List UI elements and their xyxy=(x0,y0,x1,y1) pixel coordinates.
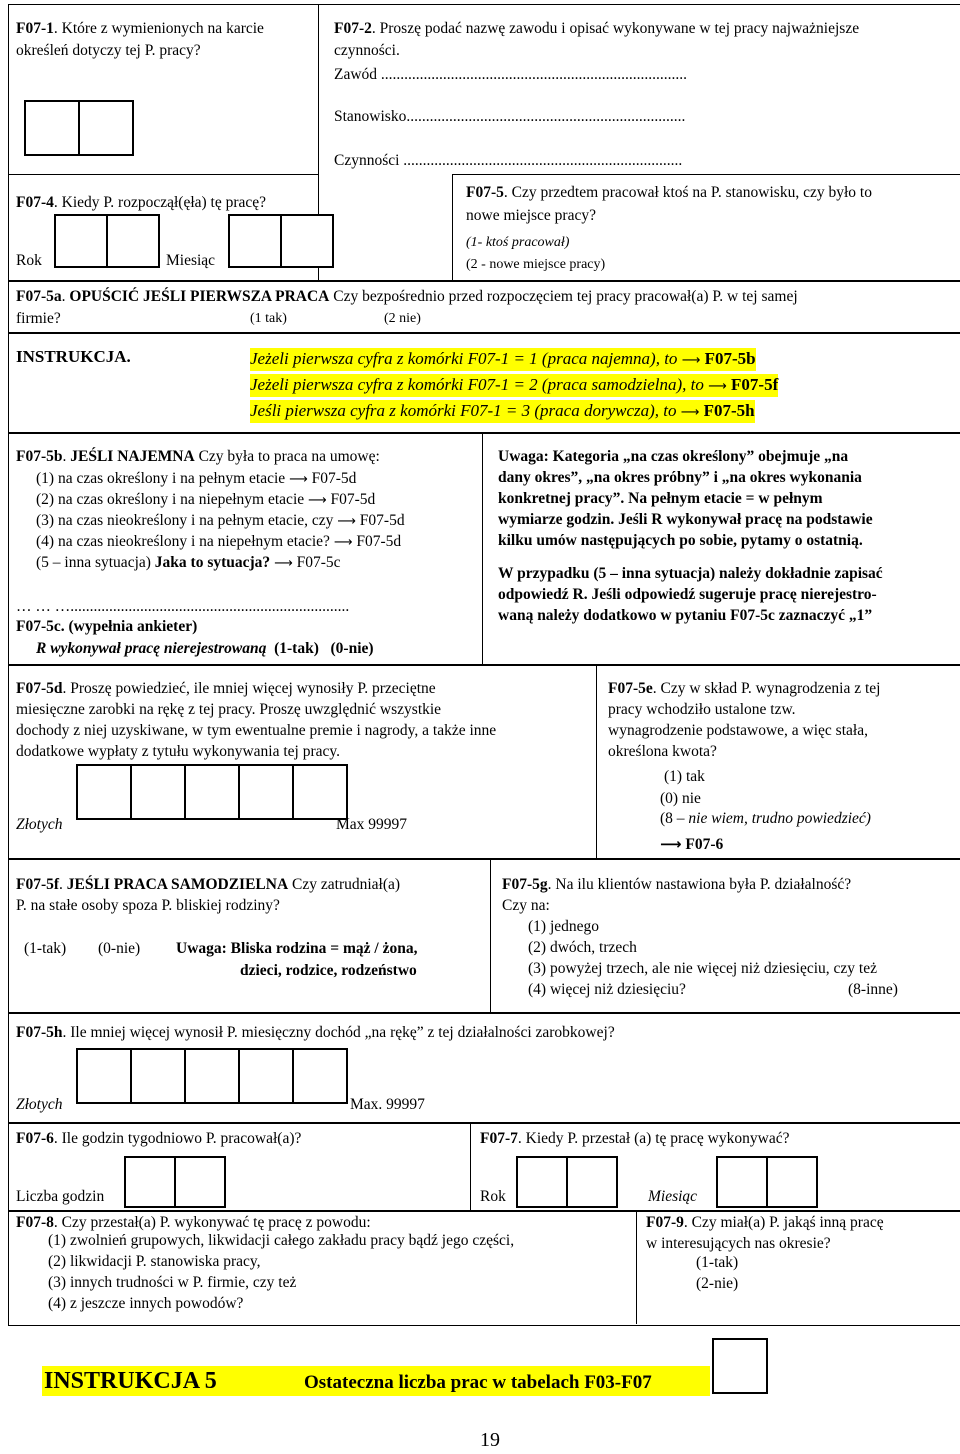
f07-2-question: F07-2. Proszę podać nazwę zawodu i opisać wykonywane w tej pracy najważniejsze xyxy=(334,20,860,37)
f07-5a-question-l2: firmie? xyxy=(16,310,61,327)
f07-1-answer-cell-1[interactable] xyxy=(24,100,80,156)
f07-6-hours-cell-1[interactable] xyxy=(124,1156,176,1208)
f07-4-rok-cell-1[interactable] xyxy=(54,214,108,268)
f07-5h-max-label: Max. 99997 xyxy=(350,1096,425,1113)
f07-1-question-l2: określeń dotyczy tej P. pracy? xyxy=(16,42,201,59)
f07-4-miesiac-cell-2[interactable] xyxy=(280,214,334,268)
f07-7-miesiac-label: Miesiąc xyxy=(648,1188,698,1205)
f07-5e-option-nie-wiem[interactable]: (8 – nie wiem, trudno powiedzieć) xyxy=(660,810,871,827)
f07-5-question: F07-5. Czy przedtem pracował ktoś na P. stanowisku, czy było to xyxy=(466,184,872,201)
f07-4-miesiac-label: Miesiąc xyxy=(166,252,216,269)
f07-2-czynnosci-field[interactable]: Czynności ........................................................................ xyxy=(334,152,683,169)
f07-5f-option-tak[interactable]: (1-tak) xyxy=(24,940,67,957)
frame-8-divider xyxy=(636,1210,637,1324)
f07-5f-uwaga-l1: Uwaga: Bliska rodzina = mąż / żona, xyxy=(176,940,418,957)
frame-5d-divider xyxy=(596,664,597,858)
f07-5d-digit-cell-4[interactable] xyxy=(238,764,294,820)
f07-5h-unit-label: Złotych xyxy=(16,1096,63,1113)
f07-5b-option-5[interactable]: (5 – inna sytuacja) Jaka to sytuacja? ⟶ F07-5c xyxy=(36,554,341,571)
f07-7-miesiac-cell-1[interactable] xyxy=(716,1156,768,1208)
f07-4-rok-label: Rok xyxy=(16,252,42,269)
f07-5b-question: F07-5b. JEŚLI NAJEMNA Czy była to praca na umowę: xyxy=(16,448,380,465)
f07-5g-options xyxy=(528,916,877,1000)
f07-5h-question: F07-5h. Ile mniej więcej wynosił P. miesięczny dochód „na rękę” z tej działalności zarobkowej? xyxy=(16,1024,615,1041)
f07-5d-digit-cell-2[interactable] xyxy=(130,764,186,820)
f07-5a-question: F07-5a. OPUŚCIĆ JEŚLI PIERWSZA PRACA Czy bezpośrednio przed rozpoczęciem tej pracy pracował(a) P. w tej samej xyxy=(16,288,798,305)
f07-8-question: F07-8. Czy przestał(a) P. wykonywać tę pracę z powodu: xyxy=(16,1214,371,1231)
frame-5f-divider xyxy=(490,858,491,1012)
f07-6-question: F07-6. Ile godzin tygodniowo P. pracował(a)? xyxy=(16,1130,302,1147)
f07-2-question-l2: czynności. xyxy=(334,42,400,59)
frame-top-h xyxy=(8,174,318,175)
f07-5h-digit-cell-2[interactable] xyxy=(130,1048,186,1104)
f07-5h-digit-cell-5[interactable] xyxy=(292,1048,348,1104)
f07-5c-option-tak[interactable]: (1-tak) xyxy=(274,640,319,657)
instrukcja-line-3: Jeśli pierwsza cyfra z komórki F07-1 = 3 (praca dorywcza), to ⟶ F07-5h xyxy=(250,400,755,423)
f07-8-option-4[interactable]: (4) z jeszcze innych powodów? xyxy=(48,1295,244,1312)
instrukcja-5-count-cell-1[interactable] xyxy=(712,1338,768,1394)
f07-5b-option-3[interactable]: (3) na czas nieokreślony i na pełnym etacie, czy ⟶ F07-5d xyxy=(36,512,405,529)
instrukcja-5-subtitle: Ostateczna liczba prac w tabelach F03-F07 xyxy=(304,1372,652,1393)
f07-7-rok-cell-1[interactable] xyxy=(516,1156,568,1208)
f07-6-unit-label: Liczba godzin xyxy=(16,1188,105,1205)
f07-5g-option-2[interactable]: (2) dwóch, trzech xyxy=(528,939,637,956)
f07-5-question-l2: nowe miejsce pracy? xyxy=(466,207,596,224)
f07-9-question: F07-9. Czy miał(a) P. jakąś inną pracę w interesujących nas okresie? xyxy=(646,1214,884,1252)
f07-2-zawod-field[interactable]: Zawód ............................................................................... xyxy=(334,66,688,83)
f07-4-question: F07-4. Kiedy P. rozpoczął(ęła) tę pracę? xyxy=(16,194,267,211)
f07-7-question: F07-7. Kiedy P. przestał (a) tę pracę wykonywać? xyxy=(480,1130,790,1147)
frame-top-v2 xyxy=(452,174,453,280)
f07-5h-digit-cell-4[interactable] xyxy=(238,1048,294,1104)
f07-8-option-3[interactable]: (3) innych trudności w P. firmie, czy też xyxy=(48,1274,297,1291)
f07-5d-question: F07-5d. Proszę powiedzieć, ile mniej więcej wynosiły P. przeciętne miesięczne zarobki na rękę z tej pracy. Proszę uwzględnić wszystkie dochody z niej uzyskiwane, w tym ewentualne premie i nagrody, a także inne dodatkowe wypłaty z tytułu wykonywania tej pracy. xyxy=(16,680,497,760)
f07-5d-digit-cell-5[interactable] xyxy=(292,764,348,820)
f07-5g-option-4[interactable]: (4) więcej niż dziesięciu? xyxy=(528,981,686,998)
instrukcja-line-1: Jeżeli pierwsza cyfra z komórki F07-1 = 1 (praca najemna), to ⟶ F07-5b xyxy=(250,348,756,371)
f07-5b-option-1[interactable]: (1) na czas określony i na pełnym etacie ⟶ F07-5d xyxy=(36,470,357,487)
f07-5g-option-3[interactable]: (3) powyżej trzech, ale nie więcej niż dziesięciu, czy też xyxy=(528,960,877,977)
f07-5a-option-nie[interactable]: (2 nie) xyxy=(384,311,421,326)
f07-5b-other-field[interactable]: … … …........................................................................ xyxy=(16,598,350,615)
f07-8-options xyxy=(48,1230,514,1314)
f07-5b-option-4[interactable]: (4) na czas nieokreślony i na niepełnym etacie? ⟶ F07-5d xyxy=(36,533,402,550)
f07-5g-option-8[interactable]: (8-inne) xyxy=(848,981,898,998)
f07-9-option-tak[interactable]: (1-tak) xyxy=(696,1254,739,1271)
f07-5e-option-tak[interactable]: (1) tak xyxy=(664,768,705,785)
f07-5f-question: F07-5f. JEŚLI PRACA SAMODZIELNA Czy zatrudniał(a) P. na stałe osoby spoza P. bliskiej rodziny? xyxy=(16,876,401,914)
f07-4-miesiac-cell-1[interactable] xyxy=(228,214,282,268)
f07-1-question: F07-1. Które z wymienionych na karcie xyxy=(16,20,264,37)
f07-7-rok-label: Rok xyxy=(480,1188,506,1205)
f07-5g-option-1[interactable]: (1) jednego xyxy=(528,918,600,935)
frame-6-divider xyxy=(470,1122,471,1210)
instrukcja-label: INSTRUKCJA. xyxy=(16,347,131,366)
f07-5d-max-label: Max 99997 xyxy=(336,816,408,833)
uwaga-5b-note: Uwaga: Kategoria „na czas określony” obejmuje „na dany okres”, „na okres próbny” i „na okres wykonania konkretnej pracy”. Na pełnym etacie = w pełnym wymiarze godzin. Jeśli R wykonywał pracę na podstawie kilku umów następujących po sobie, pytamy o ostatnią. W przypadku (5 – inna sytuacja) należy dokładnie zapisać odpowiedź R. Jeśli odpowiedź sugeruje pracę nierejestro- waną należy dodatkowo w pytaniu F07-5c zaznaczyć „1” xyxy=(498,448,883,624)
f07-5c-question: F07-5c. (wypełnia ankieter) xyxy=(16,618,198,635)
f07-8-option-2[interactable]: (2) likwidacji P. stanowiska pracy, xyxy=(48,1253,261,1270)
f07-2-stanowisko-field[interactable]: Stanowisko........................................................................ xyxy=(334,108,686,125)
f07-5-option-1[interactable]: (1- ktoś pracował) xyxy=(466,235,570,250)
f07-5a-option-tak[interactable]: (1 tak) xyxy=(250,311,287,326)
f07-5c-option-nie[interactable]: (0-nie) xyxy=(330,640,374,657)
f07-8-option-1[interactable]: (1) zwolnień grupowych, likwidacji całego zakładu pracy bądź jego części, xyxy=(48,1232,515,1249)
f07-1-answer-cell-2[interactable] xyxy=(78,100,134,156)
f07-5h-digit-cell-1[interactable] xyxy=(76,1048,132,1104)
frame-top-h2 xyxy=(452,174,960,175)
f07-5e-goto: ⟶ F07-6 xyxy=(660,835,724,853)
f07-6-hours-cell-2[interactable] xyxy=(174,1156,226,1208)
f07-5g-question: F07-5g. Na ilu klientów nastawiona była P. działalność? Czy na: xyxy=(502,876,852,914)
f07-5b-option-2[interactable]: (2) na czas określony i na niepełnym etacie ⟶ F07-5d xyxy=(36,491,376,508)
f07-5f-option-nie[interactable]: (0-nie) xyxy=(98,940,141,957)
f07-5-option-2[interactable]: (2 - nowe miejsce pracy) xyxy=(466,257,606,272)
frame-5b-divider xyxy=(482,432,483,664)
f07-5e-option-nie[interactable]: (0) nie xyxy=(660,790,701,807)
f07-5d-digit-cell-3[interactable] xyxy=(184,764,240,820)
f07-5c-line: R wykonywał pracę nierejestrowaną (1-tak) (0-nie) xyxy=(36,640,374,657)
f07-5e-question: F07-5e. Czy w skład P. wynagrodzenia z tej pracy wchodziło ustalone tzw. wynagrodzenie podstawowe, a więc stała, określona kwota? xyxy=(608,680,881,760)
f07-5d-digit-cell-1[interactable] xyxy=(76,764,132,820)
f07-9-option-nie[interactable]: (2-nie) xyxy=(696,1275,739,1292)
instrukcja-5-title: INSTRUKCJA 5 xyxy=(44,1368,217,1394)
f07-5d-unit-label: Złotych xyxy=(16,816,63,833)
f07-7-miesiac-cell-2[interactable] xyxy=(766,1156,818,1208)
instrukcja-line-2: Jeżeli pierwsza cyfra z komórki F07-1 = 2 (praca samodzielna), to ⟶ F07-5f xyxy=(250,374,778,397)
f07-5h-digit-cell-3[interactable] xyxy=(184,1048,240,1104)
f07-4-rok-cell-2[interactable] xyxy=(106,214,160,268)
page-number: 19 xyxy=(480,1429,500,1451)
f07-5f-uwaga-l2: dzieci, rodzice, rodzeństwo xyxy=(240,962,417,979)
f07-7-rok-cell-2[interactable] xyxy=(566,1156,618,1208)
